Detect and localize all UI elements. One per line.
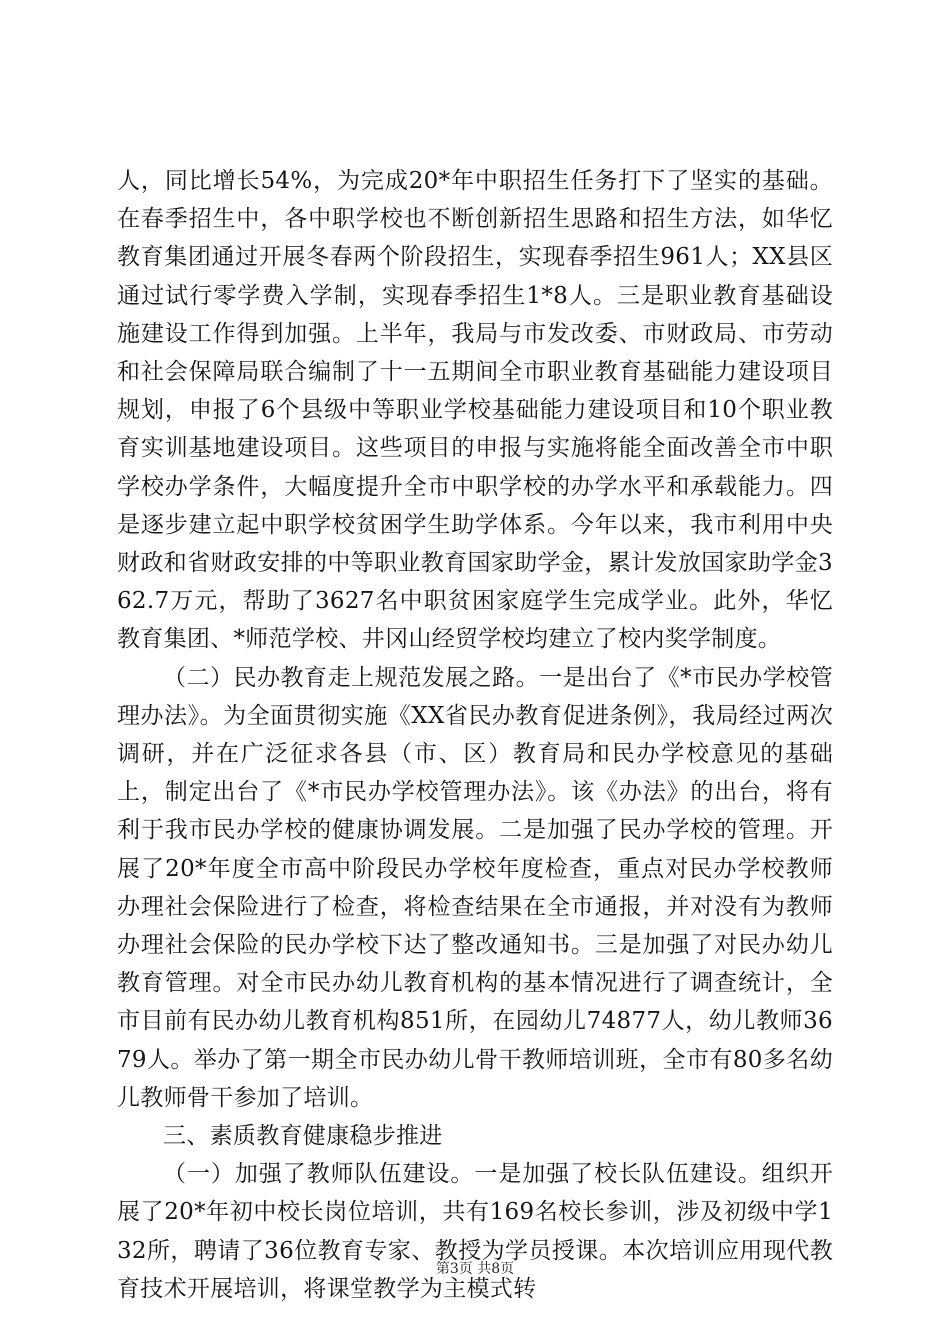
paragraph-teacher-team: （一）加强了教师队伍建设。一是加强了校长队伍建设。组织开展了20*年初中校长岗位培训，共有169名校长参训，涉及初级中学132所，聘请了36位教育专家、教授为学员授课。本次培训应用现代教育技术开展培训，将课堂教学为主模式转 — [117, 1161, 833, 1302]
section-heading-quality-education: 三、素质教育健康稳步推进 — [163, 1123, 443, 1150]
paragraph-private-education: （二）民办教育走上规范发展之路。一是出台了《*市民办学校管理办法》。为全面贯彻实施《XX省民办教育促进条例》，我局经过两次调研，并在广泛征求各县（市、区）教育局和民办学校意见的基础上，制定出台了《*市民办学校管理办法》。该《办法》的出台，将有利于我市民办学校的健康协调发展。二是加强了民办学校的管理。开展了20*年度全市高中阶段民办学校年度检查，重点对民办学校教师办理社会保险进行了检查，将检查结果在全市通报，并对没有为教师办理社会保险的民办学校下达了整改通知书。三是加强了对民办幼儿教育管理。对全市民办幼儿教育机构的基本情况进行了调查统计，全市目前有民办幼儿教育机构851所，在园幼儿74877人，幼儿教师3679人。举办了第一期全市民办幼儿骨干教师培训班，全市有80多名幼儿教师骨干参加了培训。 — [117, 664, 833, 1111]
paragraph-vocational-education: 人，同比增长54%，为完成20*年中职招生任务打下了坚实的基础。在春季招生中，各中职学校也不断创新招生思路和招生方法，如华忆教育集团通过开展冬春两个阶段招生，实现春季招生961人；XX县区通过试行零学费入学制，实现春季招生1*8人。三是职业教育基础设施建设工作得到加强。上半年，我局与市发改委、市财政局、市劳动和社会保障局联合编制了十一五期间全市职业教育基础能力建设项目规划，申报了6个县级中等职业学校基础能力建设项目和10个职业教育实训基地建设项目。这些项目的申报与实施将能全面改善全市中职学校办学条件，大幅度提升全市中职学校的办学水平和承载能力。四是逐步建立起中职学校贫困学生助学体系。今年以来，我市利用中央财政和省财政安排的中等职业教育国家助学金，累计发放国家助学金362.7万元，帮助了3627名中职贫困家庭学生完成学业。此外，华忆教育集团、*师范学校、井冈山经贸学校均建立了校内奖学制度。 — [117, 168, 833, 653]
page-number-footer: 第3页 共8页 — [435, 1261, 515, 1277]
document-body — [117, 162, 833, 1308]
